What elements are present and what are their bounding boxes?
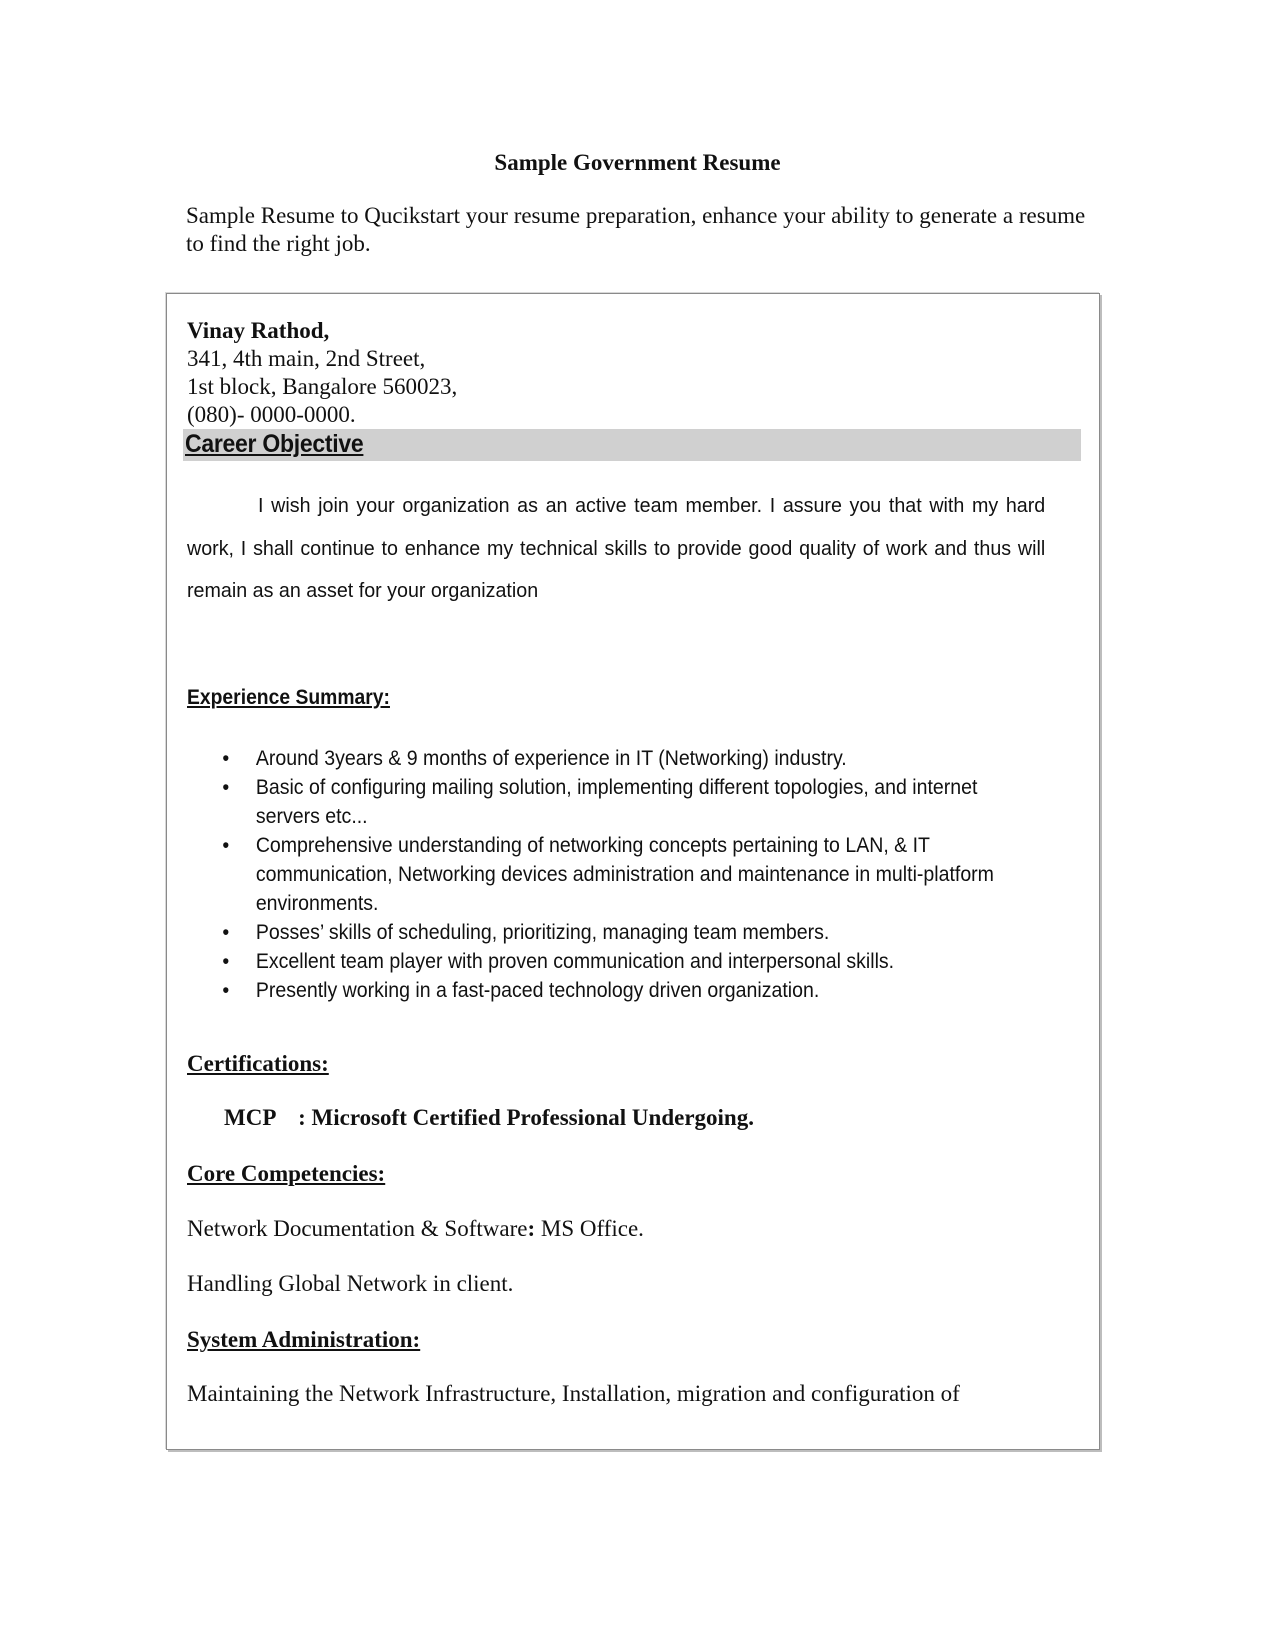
candidate-name: Vinay Rathod, [187, 318, 330, 343]
competency-line-1: Network Documentation & Software: MS Office. [187, 1216, 644, 1241]
system-administration-text: Maintaining the Network Infrastructure, Installation, migration and configuration of [187, 1381, 960, 1406]
address-line-1: 341, 4th main, 2nd Street, [187, 346, 426, 371]
career-objective-bar [183, 429, 1081, 461]
bullet-icon: • [222, 921, 230, 944]
resume-frame [166, 293, 1100, 1450]
certification-line: MCP : Microsoft Certified Professional Undergoing. [224, 1105, 754, 1130]
competency-line-2: Handling Global Network in client. [187, 1271, 514, 1296]
address-line-2: 1st block, Bangalore 560023, [187, 374, 458, 399]
bullet-icon: • [222, 979, 230, 1002]
list-item: • Around 3years & 9 months of experience in IT (Networking) industry. [187, 744, 1046, 773]
list-item: • Presently working in a fast-paced technology driven organization. [187, 976, 1046, 1005]
list-item: • Excellent team player with proven communication and interpersonal skills. [187, 947, 1046, 976]
list-item: • Comprehensive understanding of networking concepts pertaining to LAN, & IT communication, Networking devices administration and maintenance in multi-platform environments. [187, 831, 1046, 918]
list-item: • Basic of configuring mailing solution, implementing different topologies, and internet servers etc... [187, 773, 1046, 831]
phone-line: (080)- 0000-0000. [187, 402, 356, 427]
bullet-icon: • [222, 834, 230, 857]
bullet-icon: • [222, 747, 230, 770]
list-item: • Posses’ skills of scheduling, prioritizing, managing team members. [187, 918, 1046, 947]
system-administration-heading: System Administration: [187, 1327, 421, 1352]
bullet-icon: • [222, 776, 230, 799]
career-objective-text: I wish join your organization as an active team member. I assure you that with my hard work, I shall continue to enhance my technical skills to provide good quality of work and thus will remain as an asset for your organization [187, 494, 1046, 602]
career-objective-heading: Career Objective [185, 430, 364, 458]
certifications-heading: Certifications: [187, 1051, 329, 1076]
experience-list [187, 744, 1087, 1005]
bullet-icon: • [222, 950, 230, 973]
experience-summary-heading: Experience Summary: [187, 686, 390, 709]
document-title: Sample Government Resume [494, 150, 781, 175]
intro-paragraph: Sample Resume to Qucikstart your resume preparation, enhance your ability to generate a resume to find the right job. [186, 203, 1086, 256]
core-competencies-heading: Core Competencies: [187, 1161, 386, 1186]
